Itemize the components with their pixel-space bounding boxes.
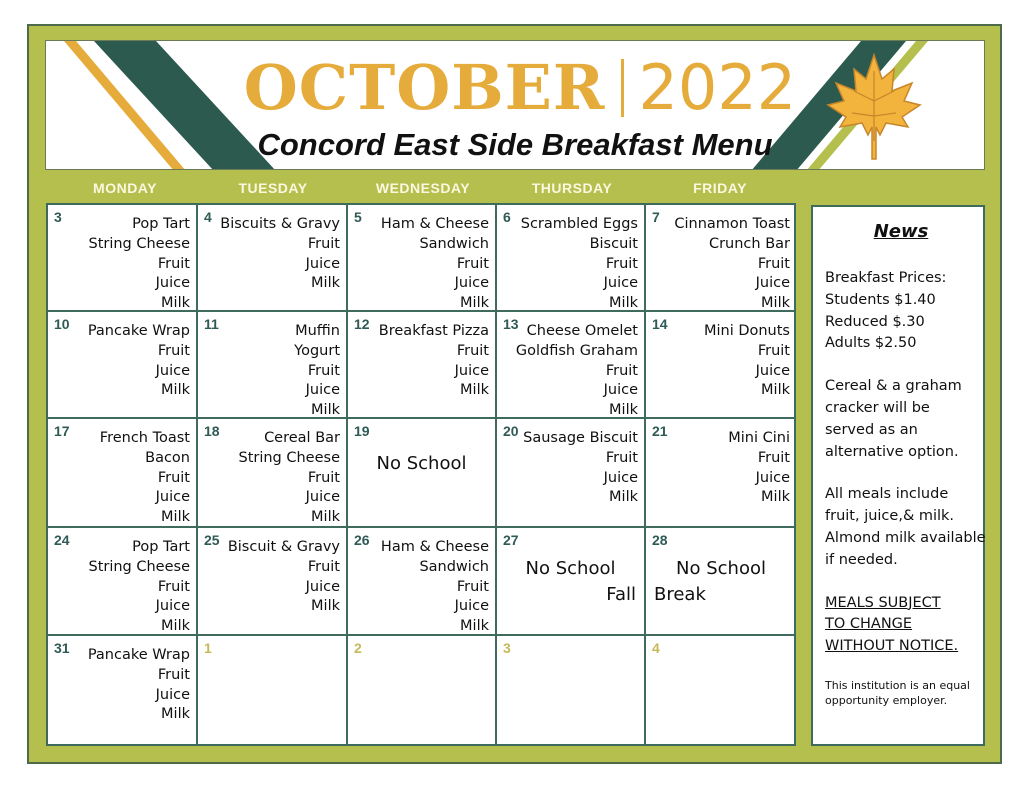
- menu-items: [381, 538, 489, 636]
- menu-items: [228, 538, 340, 617]
- menu-items: [238, 429, 340, 528]
- calendar-day-cell: [497, 312, 646, 419]
- weekday-wednesday: WEDNESDAY: [375, 180, 471, 196]
- menu-item: Crunch Bar: [708, 235, 790, 252]
- menu-items: [516, 322, 638, 419]
- menu-item: Yogurt: [294, 342, 340, 359]
- menu-item: Cinnamon Toast: [674, 216, 790, 232]
- calendar-day-cell: [497, 419, 646, 528]
- menu-item: Milk: [609, 489, 638, 506]
- menu-item: Fruit: [456, 255, 489, 272]
- cereal-line: served as an: [825, 421, 918, 438]
- day-number: 10: [54, 316, 70, 332]
- no-school-line: No School: [376, 453, 467, 474]
- calendar-day-cell: [48, 205, 198, 312]
- menu-items: [88, 322, 190, 401]
- menu-item: Biscuit: [589, 235, 638, 252]
- menu-item: Fruit: [157, 469, 190, 486]
- menu-item: Pop Tart: [132, 539, 190, 555]
- menu-items: [220, 215, 340, 294]
- day-number: 19: [354, 423, 370, 439]
- calendar-day-cell: [646, 205, 796, 312]
- weekday-monday: MONDAY: [93, 180, 157, 196]
- cereal-line: Cereal & a graham: [825, 378, 962, 395]
- day-number: 7: [652, 209, 660, 225]
- calendar-day-cell: [48, 312, 198, 419]
- menu-item: Juice: [454, 275, 489, 292]
- calendar-day-cell: [348, 312, 497, 419]
- meals-line: if needed.: [825, 551, 898, 568]
- no-school-line: Break: [654, 584, 706, 605]
- calendar-day-cell: [198, 528, 348, 636]
- menu-item: Juice: [755, 275, 790, 292]
- menu-item: Fruit: [307, 362, 340, 379]
- menu-item: Cheese Omelet: [526, 323, 638, 339]
- menu-item: Fruit: [456, 342, 489, 359]
- menu-item: Milk: [161, 706, 190, 723]
- day-number: 1: [204, 640, 212, 656]
- menu-item: Bacon: [145, 449, 190, 466]
- menu-items: [728, 429, 790, 508]
- equal-opportunity-note: [825, 678, 977, 708]
- no-school-line: No School: [676, 558, 766, 579]
- menu-item: Pop Tart: [132, 216, 190, 232]
- prices-heading: Breakfast Prices:: [825, 270, 947, 286]
- menu-item: Sandwich: [419, 558, 489, 575]
- day-number: 24: [54, 532, 70, 548]
- menu-item: Pancake Wrap: [87, 323, 190, 339]
- menu-items: [88, 538, 190, 636]
- menu-item: Sausage Biscuit: [523, 430, 638, 446]
- weekday-friday: FRIDAY: [693, 180, 747, 196]
- price-reduced: Reduced $.30: [825, 313, 925, 330]
- menu-item: Juice: [454, 362, 489, 379]
- day-number: 25: [204, 532, 220, 548]
- no-school-line: Fall: [606, 584, 636, 605]
- menu-item: Milk: [161, 509, 190, 526]
- menu-items: [88, 215, 190, 312]
- menu-item: Juice: [454, 598, 489, 615]
- meals-line: fruit, juice,& milk.: [825, 508, 955, 525]
- calendar-day-cell: [198, 419, 348, 528]
- day-number: 2: [354, 640, 362, 656]
- title-month: OCTOBER: [243, 51, 606, 124]
- day-number: 31: [54, 640, 70, 656]
- menu-item: Fruit: [605, 449, 638, 466]
- menu-item: Milk: [311, 275, 340, 292]
- menu-items: [100, 429, 190, 528]
- menu-item: Breakfast Pizza: [378, 323, 489, 339]
- calendar-day-cell: [348, 205, 497, 312]
- menu-item: Ham & Cheese: [380, 216, 489, 232]
- day-number: 5: [354, 209, 362, 225]
- menu-item: Mini Donuts: [703, 323, 790, 339]
- menu-item: Milk: [311, 509, 340, 526]
- weekday-thursday: THURSDAY: [531, 180, 613, 196]
- menu-item: Cereal Bar: [264, 430, 340, 446]
- menu-item: Milk: [460, 618, 489, 635]
- menu-item: Fruit: [307, 469, 340, 486]
- calendar-day-cell: [348, 636, 497, 746]
- meals-note: [825, 484, 986, 571]
- menu-item: Milk: [609, 402, 638, 419]
- meals-line: Almond milk available: [825, 529, 986, 546]
- menu-item: String Cheese: [238, 449, 340, 466]
- calendar-day-cell: [646, 528, 796, 636]
- calendar-day-cell: [646, 312, 796, 419]
- menu-item: Milk: [161, 382, 190, 399]
- menu-item: Juice: [755, 362, 790, 379]
- menu-item: Milk: [761, 295, 790, 312]
- menu-item: Juice: [155, 686, 190, 703]
- calendar-day-cell: [646, 419, 796, 528]
- day-number: 4: [204, 209, 212, 225]
- menu-items: [704, 322, 790, 401]
- menu-item: Juice: [305, 489, 340, 506]
- cereal-line: cracker will be: [825, 399, 930, 416]
- calendar-day-cell: [48, 419, 198, 528]
- price-adults: Adults $2.50: [825, 335, 917, 352]
- day-number: 17: [54, 423, 70, 439]
- menu-items: [381, 215, 489, 312]
- calendar-day-cell: [348, 419, 497, 528]
- breakfast-prices: [825, 268, 977, 355]
- title-year: 2022: [638, 51, 797, 124]
- menu-item: Fruit: [456, 578, 489, 595]
- menu-item: Fruit: [157, 255, 190, 272]
- menu-item: Fruit: [605, 362, 638, 379]
- day-number: 28: [652, 532, 668, 548]
- menu-items: [294, 322, 340, 419]
- maple-leaf-icon: [824, 51, 924, 161]
- page-title: [236, 51, 804, 124]
- menu-items: [88, 646, 190, 725]
- menu-items: [379, 322, 489, 401]
- calendar-day-cell: [646, 636, 796, 746]
- menu-item: Juice: [305, 255, 340, 272]
- news-title: News: [873, 221, 929, 242]
- day-number: 3: [54, 209, 62, 225]
- price-students: Students $1.40: [825, 291, 936, 308]
- menu-item: Fruit: [605, 255, 638, 272]
- menu-item: Milk: [161, 295, 190, 312]
- menu-item: Fruit: [157, 578, 190, 595]
- menu-item: Biscuit & Gravy: [227, 539, 340, 555]
- menu-item: Juice: [755, 469, 790, 486]
- menu-item: Milk: [761, 489, 790, 506]
- day-number: 11: [204, 316, 219, 332]
- news-panel: [811, 205, 985, 746]
- calendar-day-cell: [198, 636, 348, 746]
- menu-item: French Toast: [99, 430, 190, 446]
- equal-line: opportunity employer.: [825, 693, 948, 707]
- day-number: 20: [503, 423, 519, 439]
- menu-items: [521, 215, 638, 312]
- menu-item: Juice: [603, 469, 638, 486]
- calendar-day-cell: [497, 528, 646, 636]
- calendar-grid: [46, 203, 796, 746]
- no-school-note: [348, 451, 495, 477]
- notice-line: TO CHANGE: [825, 616, 913, 633]
- menu-item: Fruit: [757, 342, 790, 359]
- calendar-day-cell: [198, 205, 348, 312]
- menu-item: Milk: [609, 295, 638, 312]
- menu-item: Pancake Wrap: [87, 647, 190, 663]
- no-school-note: [646, 556, 796, 608]
- cereal-line: alternative option.: [825, 443, 959, 460]
- day-number: 21: [652, 423, 668, 439]
- calendar-day-cell: [497, 205, 646, 312]
- no-school-note: [497, 556, 644, 608]
- calendar-day-cell: [48, 528, 198, 636]
- calendar-day-cell: [48, 636, 198, 746]
- menu-item: Milk: [311, 598, 340, 615]
- notice-line: MEALS SUBJECT: [825, 594, 941, 611]
- day-number: 18: [204, 423, 220, 439]
- menu-item: Fruit: [757, 255, 790, 272]
- menu-item: Juice: [603, 382, 638, 399]
- cereal-note: [825, 376, 977, 463]
- menu-item: Goldfish Graham: [515, 342, 638, 359]
- calendar-day-cell: [198, 312, 348, 419]
- notice-line: WITHOUT NOTICE.: [825, 638, 959, 655]
- menu-item: Juice: [155, 598, 190, 615]
- menu-item: Juice: [603, 275, 638, 292]
- menu-item: Fruit: [157, 666, 190, 683]
- day-number: 3: [503, 640, 511, 656]
- menu-item: Fruit: [157, 342, 190, 359]
- menu-item: Muffin: [295, 323, 340, 339]
- menu-item: Juice: [155, 275, 190, 292]
- menu-item: Juice: [155, 362, 190, 379]
- day-number: 4: [652, 640, 660, 656]
- menu-item: Fruit: [307, 558, 340, 575]
- day-number: 27: [503, 532, 519, 548]
- menu-item: Fruit: [757, 449, 790, 466]
- menu-items: [674, 215, 790, 312]
- menu-item: Mini Cini: [728, 430, 790, 446]
- day-number: 6: [503, 209, 511, 225]
- equal-line: This institution is an equal: [825, 678, 970, 692]
- menu-item: Ham & Cheese: [380, 539, 489, 555]
- no-school-line: No School: [525, 558, 616, 579]
- day-number: 26: [354, 532, 370, 548]
- menu-item: Milk: [460, 382, 489, 399]
- calendar-day-cell: [348, 528, 497, 636]
- change-notice: [825, 593, 977, 658]
- menu-header: [45, 40, 985, 170]
- menu-item: Scrambled Eggs: [520, 216, 638, 232]
- menu-item: String Cheese: [88, 235, 190, 252]
- day-number: 14: [652, 316, 668, 332]
- title-divider: [621, 59, 624, 117]
- menu-item: Sandwich: [419, 235, 489, 252]
- menu-item: Juice: [155, 489, 190, 506]
- menu-item: Milk: [311, 402, 340, 419]
- menu-items: [523, 429, 638, 508]
- day-number: 12: [354, 316, 370, 332]
- calendar-day-cell: [497, 636, 646, 746]
- menu-item: Milk: [161, 618, 190, 635]
- menu-item: Milk: [761, 382, 790, 399]
- menu-item: Juice: [305, 382, 340, 399]
- page-subtitle: Concord East Side Breakfast Menu: [257, 127, 773, 162]
- menu-item: Fruit: [307, 235, 340, 252]
- day-number: 13: [503, 316, 519, 332]
- menu-item: Juice: [305, 578, 340, 595]
- menu-item: Biscuits & Gravy: [220, 216, 340, 232]
- weekday-tuesday: TUESDAY: [238, 180, 308, 196]
- meals-line: All meals include: [825, 486, 949, 503]
- menu-item: Milk: [460, 295, 489, 312]
- menu-item: String Cheese: [88, 558, 190, 575]
